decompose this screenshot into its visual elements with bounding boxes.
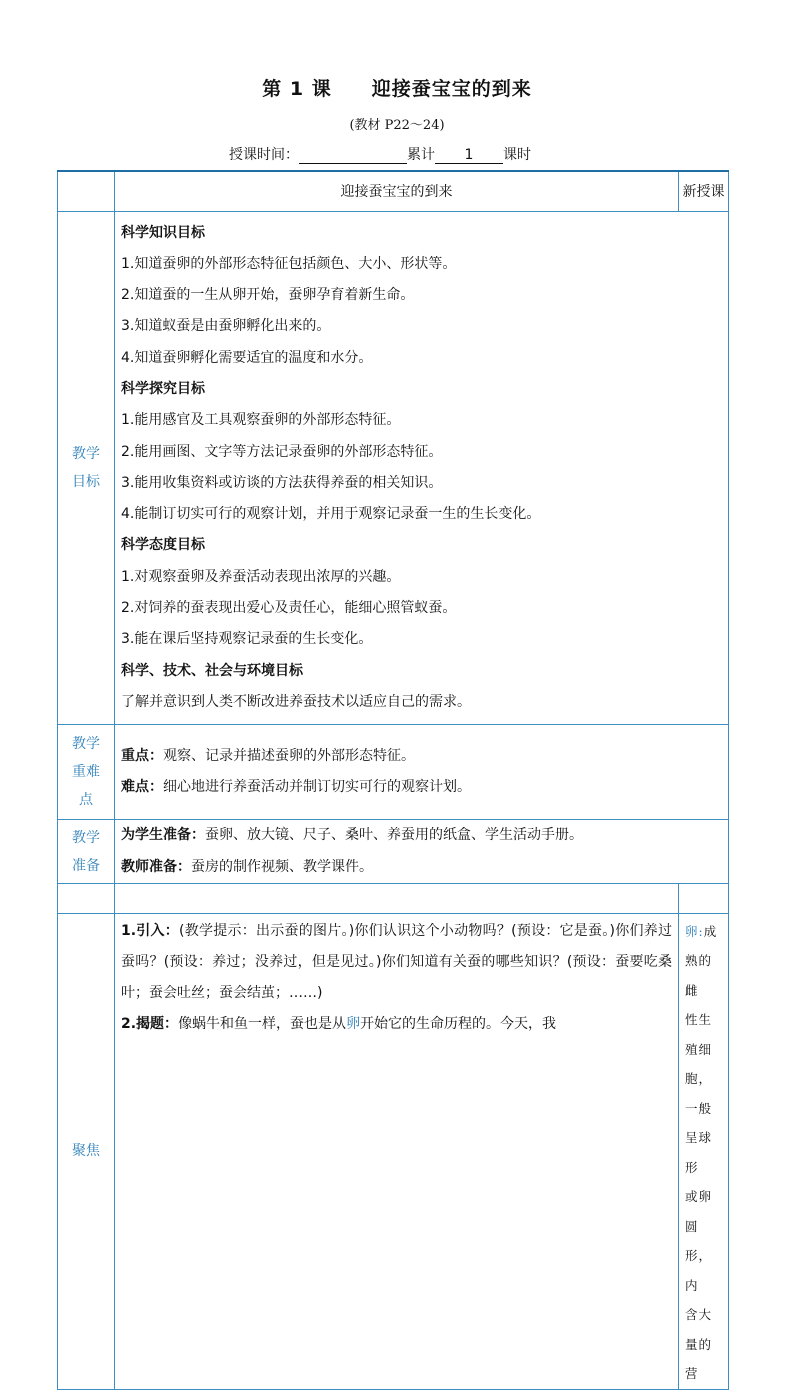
glossary-line: 性生殖细胞， — [685, 1012, 713, 1087]
glossary-term: 卵: — [685, 923, 704, 939]
objective-heading: 科学态度目标 — [121, 537, 205, 554]
focus-row — [58, 913, 729, 1389]
objective-item: 了解并意识到人类不断改进养蚕技术以适应自己的需求。 — [121, 693, 471, 710]
time-label: 授课时间： — [229, 147, 299, 163]
objectives-label-line-2: 目标 — [72, 473, 100, 490]
teacher-preparation-text: 蚕房的制作视频、教学课件。 — [191, 858, 373, 875]
objective-heading: 科学探究目标 — [121, 380, 205, 397]
time-blank — [299, 147, 407, 164]
objectives-label — [58, 211, 115, 725]
lesson-title: 迎接蚕宝宝的到来 — [371, 78, 532, 100]
objectives-label-line-1: 教学 — [72, 445, 100, 462]
objective-item: 1.对观察蚕卵及养蚕活动表现出浓厚的兴趣。 — [121, 568, 401, 585]
total-value: 1 — [435, 147, 503, 164]
empty-label-cell — [58, 171, 115, 211]
lesson-number: 第 1 课 — [262, 78, 332, 100]
focus-point-text: 观察、记录并描述蚕卵的外部形态特征。 — [163, 747, 415, 764]
lesson-type-cell: 新授课 — [679, 171, 729, 211]
objective-item: 4.能制订切实可行的观察计划，并用于观察记录蚕一生的生长变化。 — [121, 506, 541, 523]
teacher-preparation — [121, 852, 722, 883]
objective-heading: 科学知识目标 — [121, 224, 205, 241]
glossary-line: 成熟的雌 — [685, 923, 718, 998]
objective-item: 1.能用感官及工具观察蚕卵的外部形态特征。 — [121, 412, 401, 429]
lesson-title-heading — [0, 74, 794, 101]
glossary-line: 含大量的营 — [685, 1307, 713, 1382]
process-header-empty-1 — [58, 883, 115, 913]
glossary-note-cell — [679, 913, 729, 1389]
objective-item: 2.知道蚕的一生从卵开始，蚕卵孕育着新生命。 — [121, 287, 415, 304]
total-label: 累计 — [407, 147, 435, 163]
lesson-plan-table — [57, 170, 729, 1390]
focus-point-label: 重点： — [121, 747, 163, 764]
objective-item: 3.能用收集资料或访谈的方法获得养蚕的相关知识。 — [121, 474, 443, 491]
objective-item: 3.能在课后坚持观察记录蚕的生长变化。 — [121, 631, 373, 648]
process-header-empty-3 — [679, 883, 729, 913]
objectives-row — [58, 211, 729, 725]
teacher-preparation-label: 教师准备： — [121, 858, 191, 875]
preparation-row — [58, 820, 729, 884]
glossary-note — [685, 917, 724, 1006]
key-points-label-line-3: 点 — [79, 792, 93, 809]
textbook-reference: (教材 P22～24) — [349, 118, 445, 133]
key-points-label — [58, 725, 115, 820]
step-introduction-label: 1.引入： — [121, 922, 180, 939]
preparation-label — [58, 820, 115, 884]
glossary-line: 一般呈球形 — [685, 1100, 713, 1175]
step-reveal-text-b: 开始它的生命历程的。今天，我 — [360, 1015, 557, 1032]
class-hours-line — [229, 144, 531, 164]
key-points-content — [115, 725, 729, 820]
key-points-label-line-1: 教学 — [72, 736, 100, 753]
objective-heading: 科学、技术、社会与环境目标 — [121, 662, 303, 679]
objective-item: 1.知道蚕卵的外部形态特征包括颜色、大小、形状等。 — [121, 255, 457, 272]
step-introduction-text: (教学提示：出示蚕的图片。)你们认识这个小动物吗？(预设：它是蚕。)你们养过蚕吗？(预设：养过；没养过，但是见过。)你们知道有关蚕的哪些知识？(预设：蚕要吃桑叶；蚕会吐丝；蚕会结茧；……) — [121, 922, 672, 1001]
focus-point — [121, 741, 722, 772]
key-points-row — [58, 725, 729, 820]
period-label: 课时 — [503, 147, 531, 163]
preparation-content — [115, 820, 729, 884]
student-preparation — [121, 820, 722, 851]
focus-label: 聚焦 — [58, 913, 115, 1389]
glossary-highlight-egg[interactable]: 卵 — [346, 1015, 361, 1032]
focus-step-reveal — [121, 1009, 672, 1040]
key-points-label-line-2: 重难 — [72, 764, 100, 781]
objectives-content — [115, 211, 729, 725]
objective-item: 3.知道蚁蚕是由蚕卵孵化出来的。 — [121, 318, 331, 335]
focus-content — [115, 913, 679, 1389]
difficulty-point-label: 难点： — [121, 779, 163, 796]
student-preparation-text: 蚕卵、放大镜、尺子、桑叶、养蚕用的纸盒、学生活动手册。 — [205, 827, 583, 844]
process-header-empty-2 — [115, 883, 679, 913]
objective-item: 2.能用画图、文字等方法记录蚕卵的外部形态特征。 — [121, 443, 443, 460]
step-reveal-label: 2.揭题： — [121, 1015, 179, 1032]
student-preparation-label: 为学生准备： — [121, 827, 205, 844]
objective-item: 4.知道蚕卵孵化需要适宜的温度和水分。 — [121, 349, 373, 366]
process-header-row — [58, 883, 729, 913]
lesson-name-cell: 迎接蚕宝宝的到来 — [115, 171, 679, 211]
glossary-line: 或卵圆形，内 — [685, 1189, 713, 1293]
preparation-label-line-2: 准备 — [72, 857, 100, 874]
preparation-label-line-1: 教学 — [72, 829, 100, 846]
difficulty-point-text: 细心地进行养蚕活动并制订切实可行的观察计划。 — [163, 779, 471, 796]
focus-step-introduction — [121, 916, 672, 1009]
difficulty-point — [121, 772, 722, 803]
step-reveal-text-a: 像蜗牛和鱼一样，蚕也是从 — [178, 1015, 347, 1032]
objective-item: 2.对饲养的蚕表现出爱心及责任心，能细心照管蚁蚕。 — [121, 600, 457, 617]
lesson-header-row — [58, 171, 729, 211]
